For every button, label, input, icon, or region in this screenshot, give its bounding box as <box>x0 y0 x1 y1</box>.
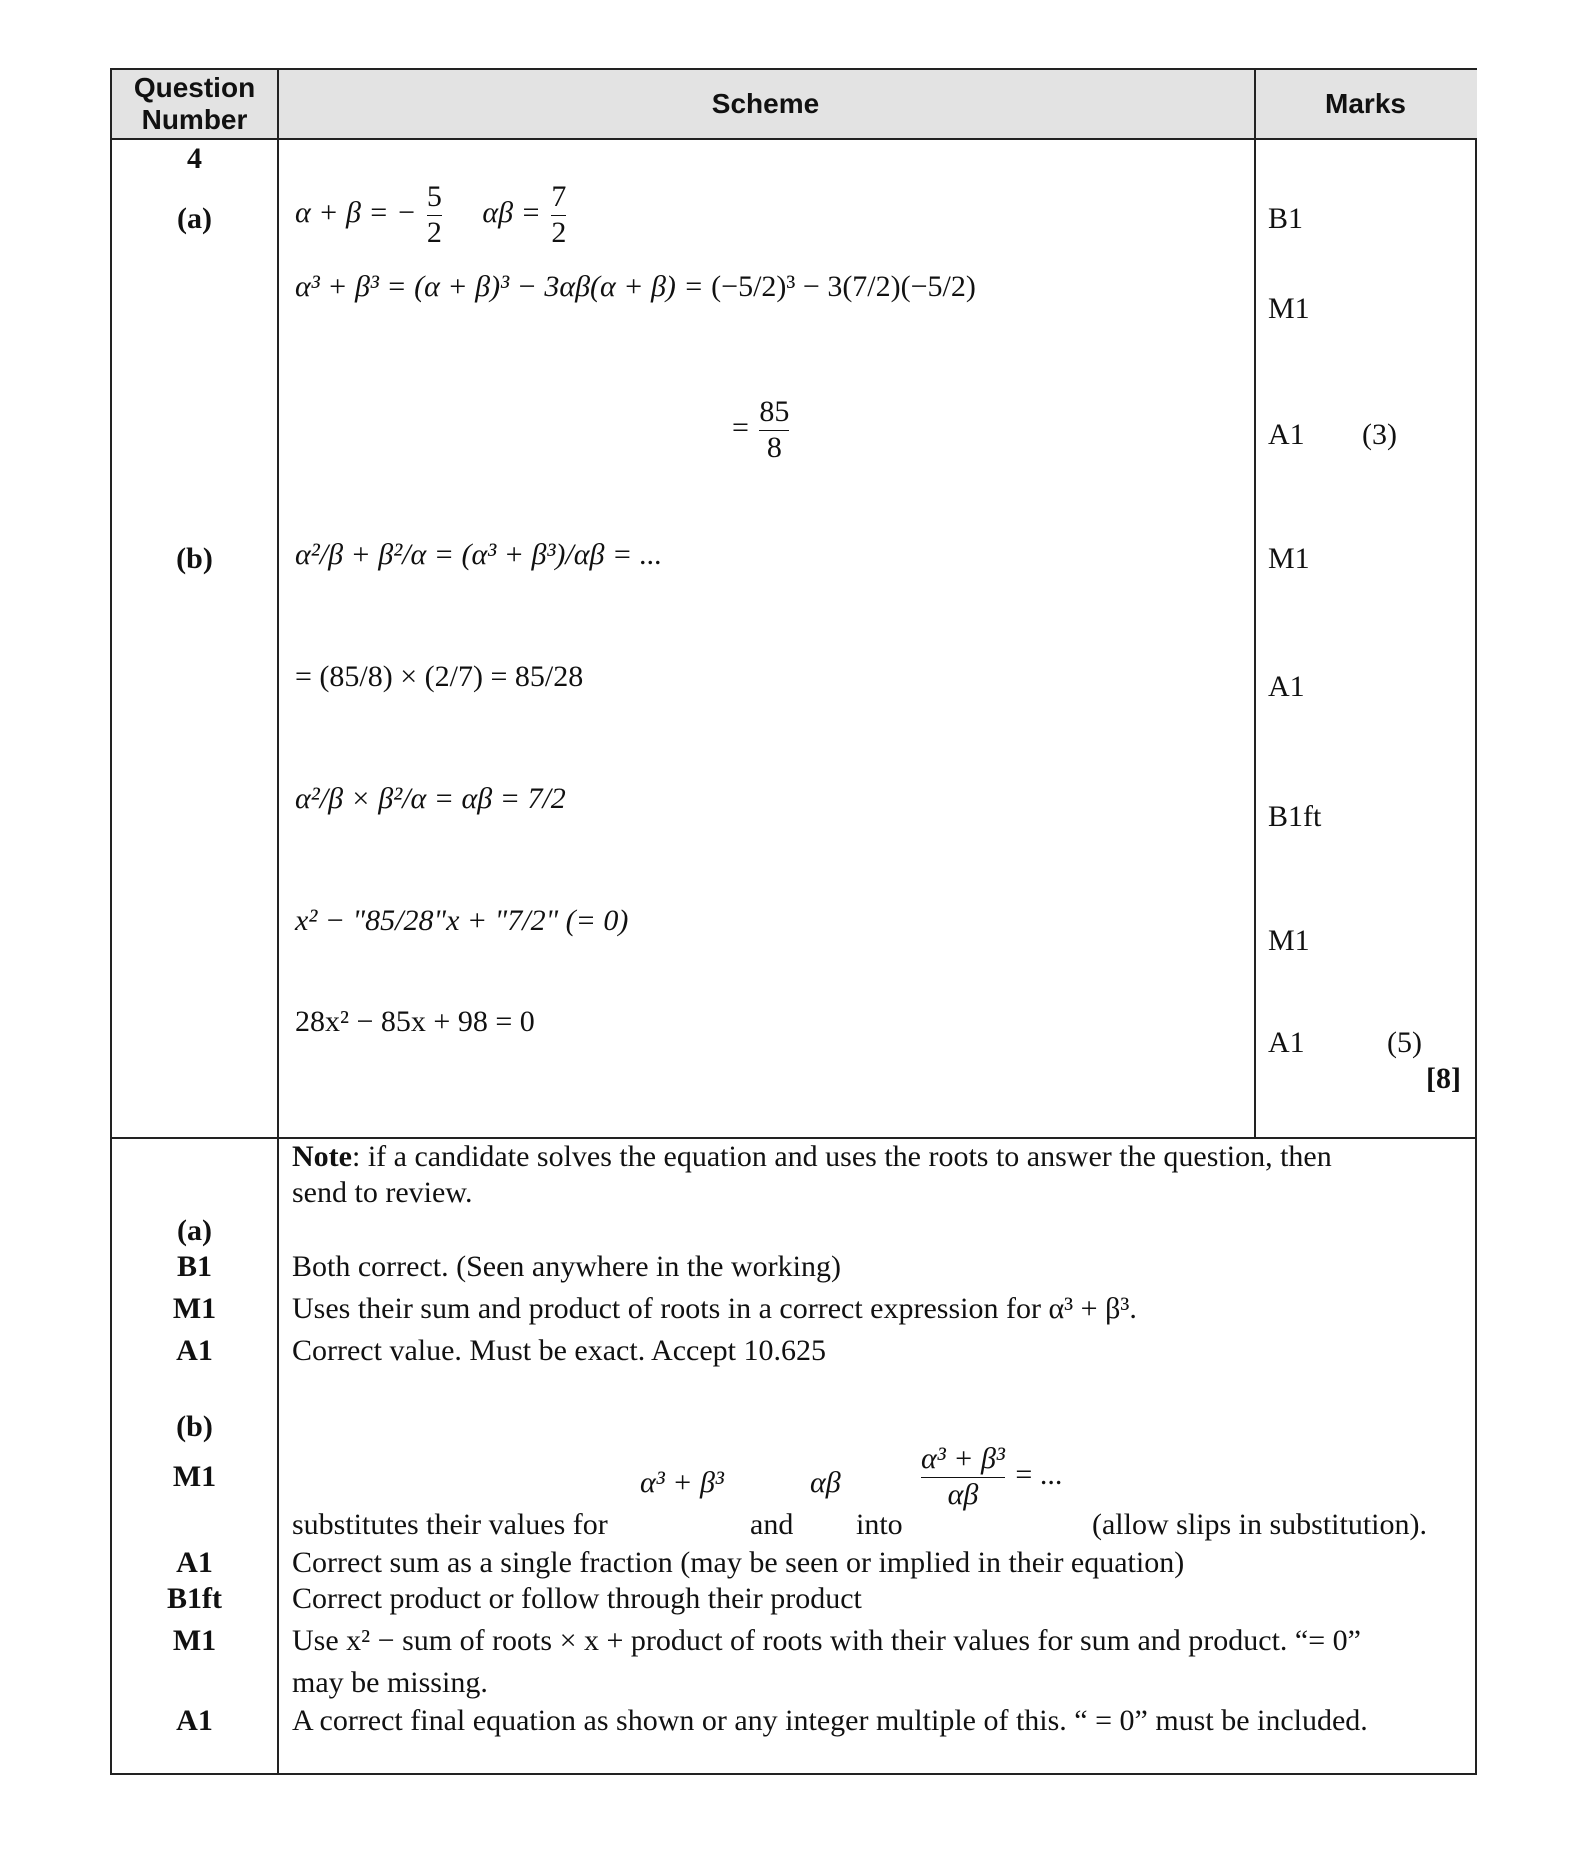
scheme-b-final-equation: 28x² − 85x + 98 = 0 <box>295 1005 535 1038</box>
note-b-m1b-line-2: may be missing. <box>292 1666 488 1699</box>
note-line-1: Note: if a candidate solves the equation and uses the roots to answer the question, then <box>292 1140 1332 1173</box>
scheme-b-sum-expression: α²/β + β²/α = (α³ + β³)/αβ = ... <box>295 538 663 571</box>
part-b-label: (b) <box>176 542 213 575</box>
header-question-number: Question Number <box>133 72 256 135</box>
mark-b4: M1 <box>1268 924 1310 957</box>
mark-b3: B1ft <box>1268 800 1322 833</box>
mark-b1: M1 <box>1268 542 1310 575</box>
column-divider-2 <box>1254 70 1256 1137</box>
mark-a1: B1 <box>1268 202 1304 235</box>
header-scheme: Scheme <box>711 88 820 119</box>
notes-part-a-label: (a) <box>177 1214 212 1247</box>
note-b-m1-sum: α³ + β³ <box>640 1466 724 1499</box>
note-b-m1-prod: αβ <box>810 1466 841 1499</box>
scheme-b-product: α²/β × β²/α = αβ = 7/2 <box>295 782 566 815</box>
column-divider-1 <box>277 70 279 1775</box>
notes-a-b1-label: B1 <box>176 1250 212 1283</box>
note-b-a1b: A correct final equation as shown or any integer multiple of this. “ = 0” must be included. <box>292 1704 1368 1737</box>
scheme-a-sum-product: α + β = − $\frac{5}{2}$ αβ = $\frac{7}{2}$ <box>295 180 567 249</box>
notes-b-b1ft-label: B1ft <box>167 1582 222 1615</box>
note-b-m1-line: substitutes their values for and into (allow slips in substitution). <box>292 1508 1428 1541</box>
notes-b-m1-label: M1 <box>172 1460 217 1493</box>
note-b-m1-fraction: $\frac{\text{α³ + β³}}{\alpha\beta}$ = ... <box>921 1442 1063 1511</box>
note-line-2: send to review. <box>292 1176 473 1209</box>
mark-b-total: (5) <box>1387 1026 1422 1059</box>
note-a-b1: Both correct. (Seen anywhere in the working) <box>292 1250 841 1283</box>
header-marks: Marks <box>1325 88 1406 119</box>
scheme-a-result: = $\frac{85}{8}$ <box>732 395 790 464</box>
scheme-b-quadratic: x² − "85/28"x + "7/2" (= 0) <box>295 904 629 937</box>
notes-b-a1-label: A1 <box>176 1546 213 1579</box>
notes-part-b-label: (b) <box>176 1410 213 1443</box>
note-a-a1: Correct value. Must be exact. Accept 10.625 <box>292 1334 826 1367</box>
note-b-b1ft: Correct product or follow through their product <box>292 1582 862 1615</box>
mark-b2: A1 <box>1268 670 1305 703</box>
notes-divider <box>112 1137 1477 1139</box>
note-b-m1b-line-1: Use x² − sum of roots × x + product of roots with their values for sum and product. “= 0” <box>292 1624 1361 1657</box>
mark-a3: A1 <box>1268 418 1305 451</box>
notes-a-a1-label: A1 <box>176 1334 213 1367</box>
mark-a2: M1 <box>1268 292 1310 325</box>
scheme-a-cube-expression: α³ + β³ = (α + β)³ − 3αβ(α + β) = (−5/2)³ − 3(7/2)(−5/2) <box>295 270 976 303</box>
question-total: [8] <box>1426 1062 1461 1095</box>
question-number: 4 <box>187 142 202 175</box>
note-a-m1: Uses their sum and product of roots in a correct expression for α³ + β³. <box>292 1292 1137 1325</box>
mark-a-total: (3) <box>1362 418 1397 451</box>
notes-b-m1b-label: M1 <box>172 1624 217 1657</box>
scheme-b-sum-value: = (85/8) × (2/7) = 85/28 <box>295 660 584 693</box>
header-divider <box>112 138 1477 140</box>
notes-a-m1-label: M1 <box>172 1292 217 1325</box>
mark-scheme-table <box>110 68 1477 1775</box>
notes-b-a1b-label: A1 <box>176 1704 213 1737</box>
mark-b5: A1 <box>1268 1026 1305 1059</box>
part-a-label: (a) <box>177 202 212 235</box>
note-b-a1: Correct sum as a single fraction (may be seen or implied in their equation) <box>292 1546 1185 1579</box>
